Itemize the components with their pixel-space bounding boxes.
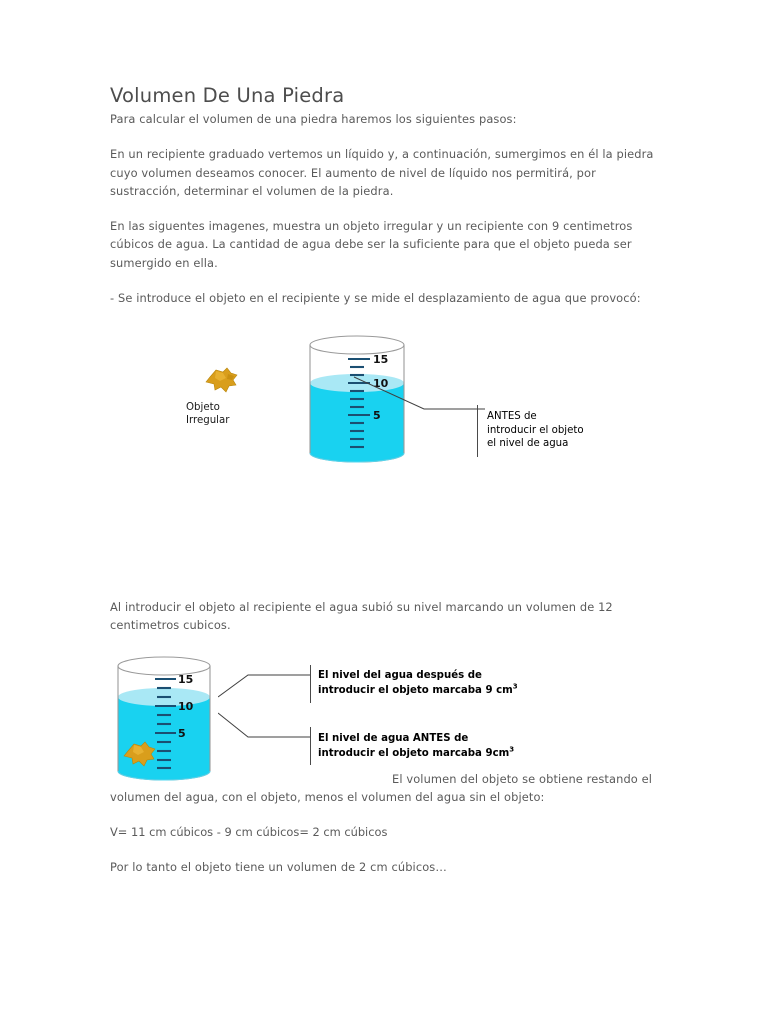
callout-after-immersion [318,669,518,698]
irregular-object-caption [182,401,260,427]
callout-before-line-3: el nivel de agua [487,438,569,450]
beaker1-tick-label-15: 15 [373,353,389,366]
figure-before-immersion [110,330,658,475]
callout-after-line-2 [318,684,518,699]
beaker2-tick-label-15: 15 [178,673,194,686]
callout-bar-after-bottom [310,727,311,765]
page-title: Volumen De Una Piedra [110,84,345,107]
beaker2-tick-label-10: 10 [178,700,194,713]
callout-leader-line-before [352,375,487,425]
callout-leader-lines-after [218,663,318,768]
document-body-top [110,84,658,324]
callout-after-line-1: El nivel del agua después de [318,670,482,681]
paragraph-1: En un recipiente graduado vertemos un líquido y, a continuación, sumergimos en él la piedra cuyo volumen deseamos conocer. El aumento de nivel de líquido nos permitirá, por sustracción, determinar el volumen de la piedra. [110,147,654,199]
callout-bar-after-top [310,665,311,703]
callout-before-level-line-2-text: introducir el objeto marcaba 9cm [318,747,510,759]
document-body-mid [110,598,658,651]
callout-bar-before [477,405,478,457]
beaker-after-immersion [110,655,218,783]
paragraph-2: En las siguentes imagenes, muestra un objeto irregular y un recipiente con 9 centimetros cúbicos de agua. La cantidad de agua debe ser la suficiente para que el objeto pueda ser sumergido en ella. [110,219,633,270]
callout-after-line-2-text: introducir el objeto marcaba 9 cm [318,684,513,696]
beaker2-tick-label-5: 5 [178,727,186,740]
document-body-bottom [110,770,658,893]
beaker1-tick-label-10: 10 [373,377,389,390]
paragraph-intro: Para calcular el volumen de una piedra haremos los siguientes pasos: [110,112,517,127]
callout-before-level-line-2 [318,747,514,762]
figure-after-immersion [110,655,670,785]
formula-line: V= 11 cm cúbicos - 9 cm cúbicos= 2 cm cúbicos [110,825,388,840]
paragraph-5: El volumen del objeto se obtiene restando el volumen del agua, con el objeto, menos el volumen del agua sin el objeto: [110,772,653,805]
irregular-stone-icon [203,366,239,396]
irregular-object-block [182,366,260,427]
object-caption-line-2: Irregular [186,415,230,426]
callout-before-line-1: ANTES de [487,411,537,422]
callout-before-immersion [481,410,584,451]
paragraph-4: Al introducir el objeto al recipiente el agua subió su nivel marcando un volumen de 12 centimetros cubicos. [110,600,613,633]
paragraph-3: - Se introduce el objeto en el recipiente y se mide el desplazamiento de agua que provocó: [110,290,641,305]
callout-before-line-2: introducir el objeto [487,424,584,436]
beaker1-tick-label-5: 5 [373,409,381,422]
paragraph-6: Por lo tanto el objeto tiene un volumen de 2 cm cúbicos… [110,860,447,875]
callout-before-level-superscript: 3 [509,745,515,754]
callout-after-superscript: 3 [512,682,518,691]
callout-before-level [318,732,514,761]
object-caption-line-1: Objeto [186,402,220,413]
callout-before-level-line-1: El nivel de agua ANTES de [318,733,469,744]
